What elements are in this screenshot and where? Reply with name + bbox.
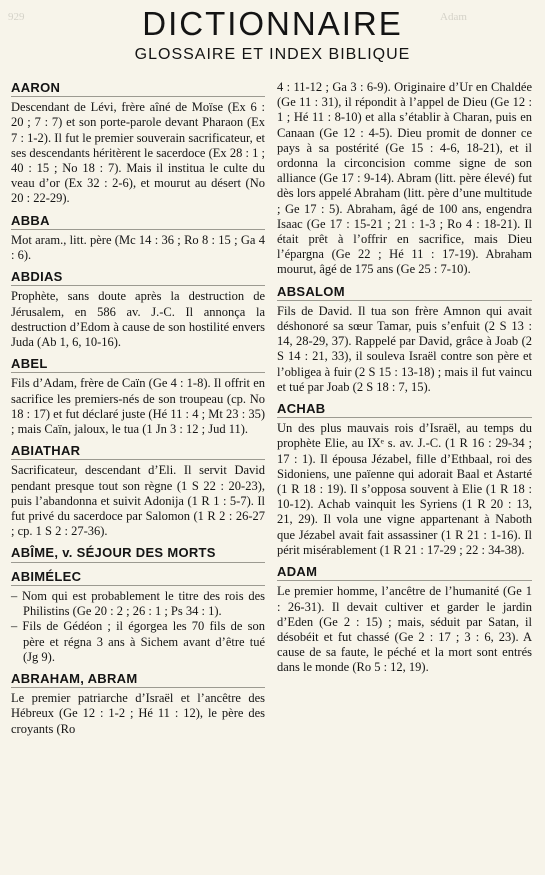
right-column (277, 80, 532, 682)
entry-absalom (277, 284, 532, 395)
entry-body: Prophète, sans doute après la destruction de Jérusalem, en 586 av. J.-C. Il annonça la destruction d’Edom à cause de son hostilité envers Juda (Ab 1, 6, 10-16). (11, 289, 265, 350)
entry-heading: ABDIAS (11, 269, 265, 286)
entry-abba (11, 213, 265, 264)
bleed-through-text: Adam (440, 11, 467, 23)
entry-heading: ADAM (277, 564, 532, 581)
entry-body: 4 : 11-12 ; Ga 3 : 6-9). Originaire d’Ur en Chaldée (Ge 11 : 31), il répondit à l’appel de Dieu (Ge 12 : 1 ; Hé 11 : 8-10) et alla s’établir à Charan, puis en Canaan (Ge 12 : 4-5). Dieu promit de donner ce pays à sa postérité (Ge 15 : 4-6, 18-21), et il ordonna la circoncision comme signe de son alliance (Ge 17 : 9-14). Abram (litt. père élevé) fut dès lors appelé Abraham (litt. père d’une multitude ; Ge 17 : 5). Abraham, âgé de 100 ans, engendra Isaac (Ge 17 : 15-21 ; 21 : 1-3 ; Ro 4 : 18-21). Il était prêt à l’offrir en sacrifice, mais Dieu l’épargna (Ge 22 ; Hé 11 : 17-19). Abraham mourut, âgé de 175 ans (Ge 25 : 7-10). (277, 80, 532, 277)
left-column (11, 80, 265, 743)
entry-achab (277, 401, 532, 558)
entry-body: Fils de David. Il tua son frère Amnon qui avait déshonoré sa sœur Tamar, puis s’enfuit (2 S 13 : 14, 28-29, 37). Rappelé par David, grâce à Joab (2 S 14 : 21, 33), il souleva Israël contre son père et l’obligea à fuir (2 S 15 : 13-18) ; mais il fut vaincu et tué par Joab (2 S 18 : 7, 15). (277, 303, 532, 394)
entry-heading: ACHAB (277, 401, 532, 418)
entry-body: Fils d’Adam, frère de Caïn (Ge 4 : 1-8). Il offrit en sacrifice les premiers-nés de son troupeau (cp. No 18 : 17) et fut déclaré juste (Hé 11 : 4 ; Mt 23 : 35) ; mais Caïn, jaloux, le tua (1 Jn 3 : 12 ; Jud 11). (11, 376, 265, 437)
entry-heading: ABSALOM (277, 284, 532, 301)
entry-heading: ABEL (11, 356, 265, 373)
entry-abiathar (11, 443, 265, 539)
page-header (0, 6, 545, 64)
entry-body: Le premier patriarche d’Israël et l’ancêtre des Hébreux (Ge 12 : 1-2 ; Hé 11 : 12), le père des croyants (Ro (11, 691, 265, 736)
entry-heading: ABÎME, v. SÉJOUR DES MORTS (11, 545, 265, 562)
entry-abimelec (11, 569, 265, 665)
page-subtitle: GLOSSAIRE ET INDEX BIBLIQUE (134, 46, 411, 63)
entry-adam (277, 564, 532, 675)
entry-heading: ABIATHAR (11, 443, 265, 460)
entry-body: Le premier homme, l’ancêtre de l’humanité (Ge 1 : 26-31). Il devait cultiver et garder le jardin d’Eden (Ge 2 : 15) ; mais, séduit par Satan, il désobéit et fut chassé (Ge 2 : 17 ; 3 : 6, 23). A cause de sa faute, le péché et la mort sont entrés dans le monde (Ro 5 : 12, 19). (277, 584, 532, 675)
page-title: DICTIONNAIRE (142, 5, 403, 42)
entry-heading: AARON (11, 80, 265, 97)
entry-aaron (11, 80, 265, 207)
entry-heading: ABRAHAM, ABRAM (11, 671, 265, 688)
entry-abime (11, 545, 265, 562)
entry-body: Un des plus mauvais rois d’Israël, au temps du prophète Elie, au IXᵉ s. av. J.-C. (1 R 16 : 29-34 ; 17 : 1). Il épousa Jézabel, fille d’Ethbaal, roi des Sidoniens, une païenne qui adorait Baal et Astarté (1 R 18 : 19). Il s’opposa souvent à Elie (1 R 18 : 10-12). Achab vainquit les Syriens (1 R 20 : 13, 21, 29). Il vola une vigne appartenant à Naboth que Jézabel avait fait assassiner (1 R 21 : 1-16). Il périt misérablement (1 R 21 : 17-29 ; 22 : 34-38). (277, 421, 532, 557)
entry-abraham (11, 671, 265, 737)
entry-abraham-continued (277, 80, 532, 278)
entry-bullet: – Fils de Gédéon ; il égorgea les 70 fils de son père et régna 3 ans à Sichem avant d’être tué (Jg 9). (11, 619, 265, 664)
entry-bullet: – Nom qui est probablement le titre des rois des Philistins (Ge 20 : 2 ; 26 : 1 ; Ps 34 : 1). (11, 588, 265, 619)
entry-body: Descendant de Lévi, frère aîné de Moïse (Ex 6 : 20 ; 7 : 7) et son porte-parole devant Pharaon (Ex 7 : 1-2). Il fut le premier souverain sacrificateur, et ses descendants héritèrent le sacerdoce (Ex 28 : 1 ; 40 : 15 ; No 18 : 7). Mais il institua le culte du veau d’or (Ex 32 : 2-6), et mourut au désert (No 20 : 22-29). (11, 100, 265, 206)
entry-body: Mot aram., litt. père (Mc 14 : 36 ; Ro 8 : 15 ; Ga 4 : 6). (11, 232, 265, 263)
entry-heading: ABBA (11, 213, 265, 230)
entry-body: Sacrificateur, descendant d’Eli. Il servit David pendant presque tout son règne (1 S 22 : 20-23), puis l’abandonna et suivit Adonija (1 R 1 : 5-7). Il fut privé du sacerdoce par Salomon (1 R 2 : 26-27 ; cp. 1 S 2 : 27-36). (11, 463, 265, 539)
bleed-through-text: 929 (8, 11, 25, 23)
entry-heading: ABIMÉLEC (11, 569, 265, 586)
entry-abdias (11, 269, 265, 350)
entry-abel (11, 356, 265, 437)
